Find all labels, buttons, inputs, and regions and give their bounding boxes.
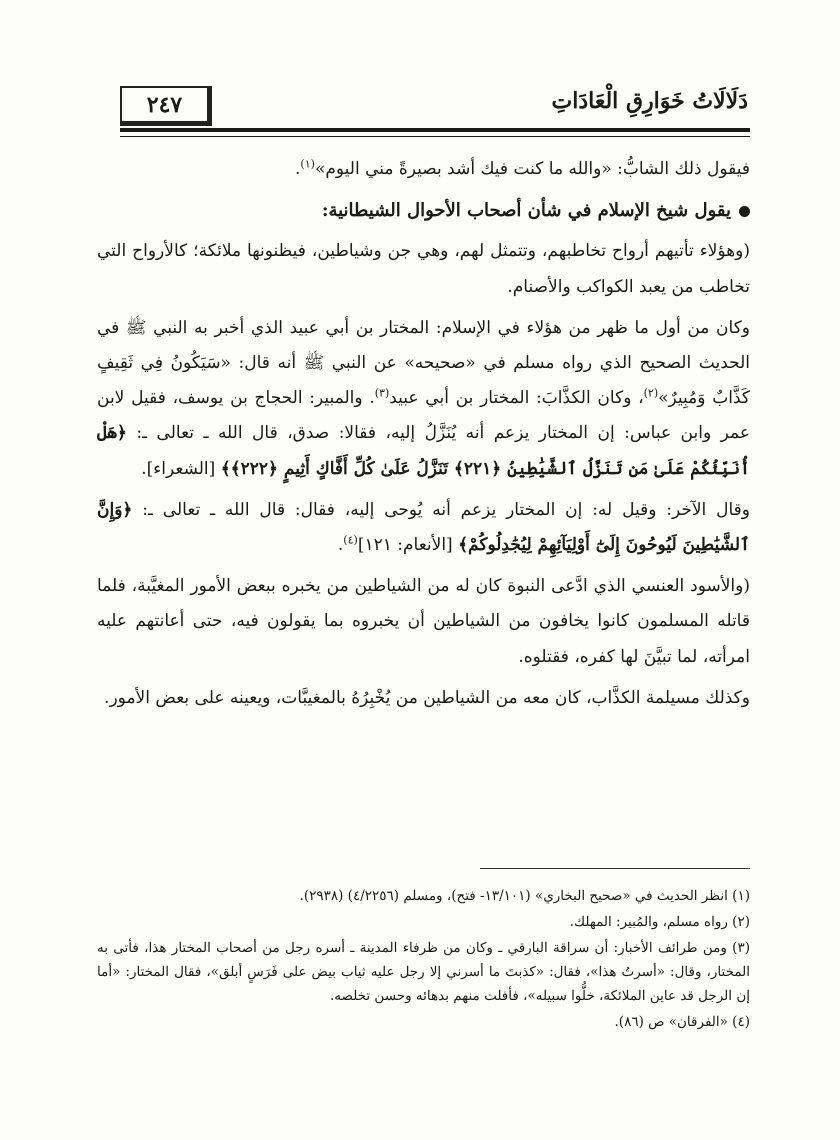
- paragraph-1-text: فيقول ذلك الشابُّ: «والله ما كنت فيك أشد بصيرةً مني اليوم»: [314, 159, 750, 179]
- verse-source-1: [الشعراء].: [141, 458, 221, 479]
- paragraph-4: [97, 493, 750, 563]
- header-rule-thin: [120, 136, 750, 137]
- page-number: ٢٤٧: [120, 86, 212, 126]
- paragraph-3-text-a: وكان من أول ما ظهر من هؤلاء في الإسلام: المختار بن أبي عبيد الذي أخبر به النبي ﷺ في الحديث الصحيح الذي رواه مسلم في «صحيحه» عن النبي ﷺ أنه قال: «سَيَكُونُ فِي ثَقِيفٍ كَذَّابٌ وَمُبِيرٌ»: [97, 317, 750, 409]
- footnote-ref-2: (٢): [643, 386, 659, 400]
- paragraph-4-text: وقال الآخر: وقيل له: إن المختار يزعم أنه يُوحى إليه، فقال: قال الله ـ تعالى ـ:: [132, 499, 750, 520]
- footnotes: [97, 884, 750, 1036]
- footnote-2: (٢) رواه مسلم، والمُبير: المهلك.: [569, 914, 750, 930]
- footnote-separator: [480, 868, 750, 869]
- paragraph-1: فيقول ذلك الشابُّ: «والله ما كنت فيك أشد بصيرةً مني اليوم»$^{(١)}$.: [295, 157, 750, 179]
- quran-verse-1: ﴿هَلْ أُنَبِّئُكُمْ عَلَىٰ مَن تَنَزَّلُ ٱلشَّيَٰطِينُ ﴿٢٢١﴾ تَنَزَّلُ عَلَىٰ كُلِّ أَفَّاكٍ أَثِيمٍ ﴿٢٢٢﴾﴾: [97, 423, 750, 479]
- bullet-icon: [739, 206, 750, 217]
- paragraph-3-text-c: . والمبير: الحجاج بن يوسف، فقيل لابن عمر وابن عباس: إن المختار يزعم أنه يُنَزَّلُ إليه، فقالا: صدق، قال الله ـ تعالى ـ:: [97, 388, 750, 444]
- paragraph-3-text-b: ، وكان الكذَّابَ: المختار بن أبي عبيد: [389, 388, 644, 409]
- quran-verse-2: ﴿وَإِنَّ ٱلشَّيَٰطِينَ لَيُوحُونَ إِلَىٰٓ أَوْلِيَآئِهِمْ لِيُجَٰدِلُوكُمْ﴾: [97, 499, 750, 556]
- verse-source-2: [الأنعام: ١٢١]: [357, 535, 459, 556]
- running-title: دَلَالَاتُ خَوَارِقِ الْعَادَاتِ: [551, 88, 748, 114]
- main-text: [97, 152, 750, 722]
- footnote-ref-1: (١): [300, 157, 315, 171]
- paragraph-6: وكذلك مسيلمة الكذَّاب، كان معه من الشياطين من يُخْبِرُهُ بالمغيبَّات، ويعينه على بعض الأمور.: [104, 687, 750, 708]
- section-heading: [97, 193, 750, 228]
- footnote-ref-3: (٣): [374, 386, 390, 400]
- paragraph-5: (والأسود العنسي الذي ادَّعى النبوة كان له من الشياطين من يخبره ببعض الأمور المغيَّبة، فلما قاتله المسلمون كانوا يخافون من الشياطين أن يخبروه بما يقولون فيه، حتى أعانتهم عليه امرأته، لما تبيَّنَ لها كفره، فقتلوه.: [97, 576, 750, 667]
- footnote-ref-4: (٤): [343, 533, 358, 547]
- footnote-3: (٣) ومن طرائف الأخبار: أن سراقة البارقي ـ وكان من ظرفاء المدينة ـ أسره رجل من أصحاب المختار هذا، فأتى به المختار، وقال: «أسرتُ هذا»، فقال: «كذبتَ ما أسرني إلا رجل عليه ثياب بيض على فَرَسٍ أبلق»، فقال المختار: «أما إن الرجل قد عاين الملائكة، خلُّوا سبيله»، فأفلت منهم بدهائه وحسن تخلصه.: [97, 940, 750, 1004]
- section-heading-text: يقول شيخ الإسلام في شأن أصحاب الأحوال الشيطانية:: [321, 200, 731, 222]
- paragraph-3: [97, 311, 750, 487]
- footnote-4: (٤) «الفرقان» ص (٨٦).: [614, 1014, 750, 1030]
- header-rule-thick: [120, 128, 750, 132]
- footnote-1: (١) انظر الحديث في «صحيح البخاري» (١٣/١٠١- فتح)، ومسلم (٤/٢٢٥٦) (٢٩٣٨).: [299, 888, 750, 904]
- paragraph-2: (وهؤلاء تأتيهم أرواح تخاطبهم، وتتمثل لهم، وهي جن وشياطين، فيظنونها ملائكة؛ كالأرواح التي تخاطب من يعبد الكواكب والأصنام.: [97, 241, 750, 297]
- paragraph-4-end: .: [337, 535, 344, 556]
